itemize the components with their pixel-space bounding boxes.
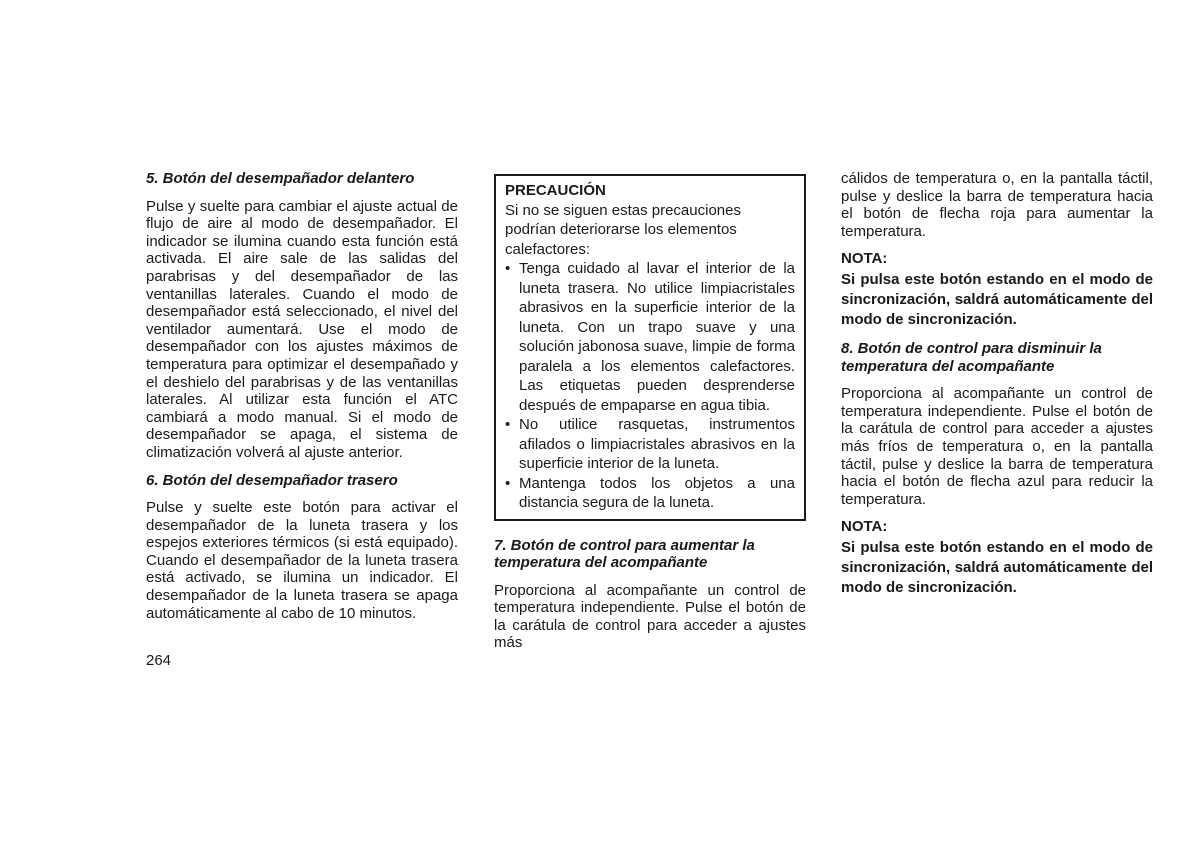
section-body-temp-down: Proporciona al acompañante un control de temperatura independiente. Pulse el botón de la carátula de control para acceder a ajustes más fríos de temperatura o, en la pantalla táctil, pulse y deslice la barra de temperatura hacia el botón de flecha azul para reducir la temperatura.: [841, 385, 1153, 508]
caution-intro: Si no se siguen estas precauciones podrían deteriorarse los elementos calefactores:: [505, 201, 741, 258]
section-heading-front-defrost: 5. Botón del desempañador delantero: [146, 170, 415, 187]
section-heading-temp-up: 7. Botón de control para aumentar la temperatura del acompañante: [494, 536, 755, 572]
caution-box: [494, 174, 806, 521]
page-number: 264: [146, 652, 172, 669]
section-body-temp-up-continued: cálidos de temperatura o, en la pantalla táctil, pulse y deslice la barra de temperatura hacia el botón de flecha roja para aumentar la temperatura.: [841, 170, 1153, 240]
note-text: Si pulsa este botón estando en el modo de sincronización, saldrá automáticamente del modo de sincronización.: [841, 538, 1153, 596]
note-label: NOTA:: [841, 250, 888, 268]
caution-title: PRECAUCIÓN: [505, 182, 606, 199]
column-left: [146, 170, 458, 632]
column-right: [841, 170, 1153, 608]
caution-item: [505, 415, 795, 474]
section-body-front-defrost: Pulse y suelte para cambiar el ajuste actual de flujo de aire al modo de desempañador. El indicador se ilumina cuando esta función está activada. El aire sale de las salidas del parabrisas y del desempañador de las ventanillas laterales. Cuando el modo de desempañador está seleccionado, el nivel del ventilador aumentará. Use el modo de desempañador con los ajustes máximos de temperatura para optimizar el desempañado y el deshielo del parabrisas y de las ventanillas laterales. Al utilizar esta función el ATC cambiará a modo manual. Si el modo de desempañador se apaga, el sistema de climatización volverá al ajuste anterior.: [146, 197, 458, 461]
caution-list: [505, 259, 795, 513]
section-body-rear-defrost: Pulse y suelte este botón para activar el desempañador de la luneta trasera y los espejos exteriores térmicos (si está equipado). Cuando el desempañador de la luneta trasera está activado, se ilumina un indicador. El desempañador de la luneta trasera se apaga automáticamente al cabo de 10 minutos.: [146, 499, 458, 622]
note-label: NOTA:: [841, 518, 888, 536]
caution-item-text: Mantenga todos los objetos a una distancia segura de la luneta.: [519, 474, 795, 511]
column-middle: [494, 170, 806, 662]
caution-item: [505, 259, 795, 415]
caution-item-text: Tenga cuidado al lavar el interior de la luneta trasera. No utilice limpiacristales abrasivos en la superficie interior de la luneta. Con un trapo suave y una solución jabonosa suave, limpie de forma paralela a los elementos calefactores. Las etiquetas pueden desprenderse después de empaparse en agua tibia.: [519, 260, 795, 414]
caution-item: [505, 474, 795, 513]
bullet-icon: •: [505, 474, 511, 492]
section-heading-temp-down: 8. Botón de control para disminuir la temperatura del acompañante: [841, 339, 1102, 375]
caution-item-text: No utilice rasquetas, instrumentos afilados o limpiacristales abrasivos en la superficie interior de la luneta.: [519, 416, 795, 472]
section-body-temp-up: Proporciona al acompañante un control de temperatura independiente. Pulse el botón de la carátula de control para acceder a ajustes más: [494, 581, 806, 652]
bullet-icon: •: [505, 416, 511, 433]
note-text: Si pulsa este botón estando en el modo de sincronización, saldrá automáticamente del modo de sincronización.: [841, 270, 1153, 328]
section-heading-rear-defrost: 6. Botón del desempañador trasero: [146, 471, 398, 489]
bullet-icon: •: [505, 260, 511, 277]
